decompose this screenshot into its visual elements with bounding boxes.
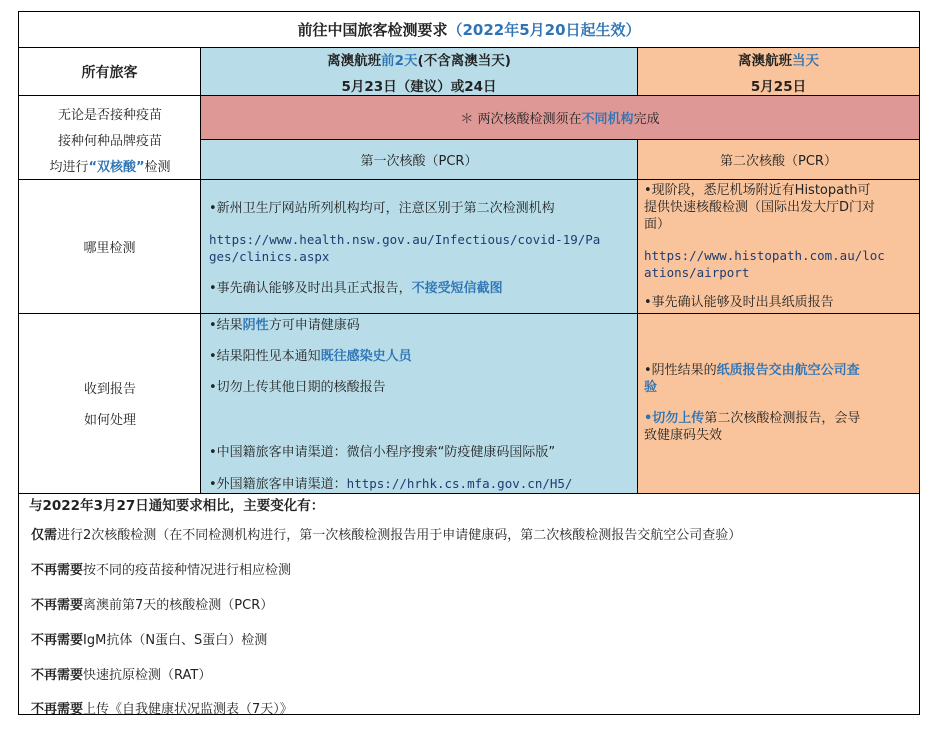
col1-highlight: 前2天 <box>381 52 418 69</box>
second-where-bullet1-line2: 提供快速核酸检测（国际出发大厅D门对 <box>644 200 876 215</box>
second-test-date: 5月25日 <box>750 78 807 95</box>
col1-prefix: 离澳航班 <box>327 52 382 69</box>
change-item <box>31 559 291 578</box>
where-label-cell <box>19 180 201 314</box>
requirements-table <box>18 11 920 715</box>
second-test-header <box>638 48 919 96</box>
b5-prefix: •外国籍旅客申请渠道： <box>209 477 347 492</box>
vaccine-note-line1: 无论是否接种疫苗 <box>57 108 162 123</box>
two-tests-prefix: ＊ 两次核酸检测须在 <box>460 112 582 127</box>
first-where-bullet2-prefix: •事先确认能够及时出具正式报告， <box>209 281 412 296</box>
changes-section <box>19 494 919 717</box>
col2-highlight: 当天 <box>792 52 819 69</box>
line3-suffix: 检测 <box>144 160 171 175</box>
second-test-type <box>638 140 919 180</box>
change-item-text: 上传《自我健康状况监测表（7天）》 <box>83 702 293 717</box>
vaccine-note-line2: 接种何种品牌疫苗 <box>57 134 162 149</box>
change-item-text: 进行2次核酸检测（在不同检测机构进行，第一次核酸检测报告用于申请健康码，第二次核酸检测报告交航空公司查验） <box>57 528 742 543</box>
second-where-bullet1-line3: 面） <box>644 217 671 232</box>
first-report-bullet4: •中国籍旅客申请渠道：微信小程序搜索“防疫健康码国际版” <box>209 445 556 460</box>
first-test-type <box>201 140 638 180</box>
mfa-health-code-link[interactable]: https://hrhk.cs.mfa.gov.cn/H5/ <box>346 476 573 491</box>
first-where-bullet1: •新州卫生厅网站所列机构均可，注意区别于第二次检测机构 <box>209 201 555 216</box>
second-test-report <box>638 314 919 494</box>
paper-report-highlight: 纸质报告交由航空公司查 <box>716 363 860 378</box>
first-report-bullet1 <box>209 317 360 334</box>
second-report-bullet1-line1 <box>644 362 860 379</box>
change-item-keyword: 仅需 <box>31 528 58 543</box>
change-item <box>31 664 211 683</box>
first-test-header <box>201 48 638 96</box>
change-item-text: 按不同的疫苗接种情况进行相应检测 <box>83 563 292 578</box>
report-label-line2: 如何处理 <box>83 413 136 428</box>
change-item-keyword: 不再需要 <box>31 563 84 578</box>
b1-suffix: 方可申请健康码 <box>268 318 360 333</box>
second-report-bullet1-line2: 验 <box>644 380 658 395</box>
no-sms-screenshot-highlight: 不接受短信截图 <box>411 281 503 296</box>
second-b2-suffix: 第二次核酸检测报告，会导 <box>704 411 861 426</box>
vaccine-note-cell <box>19 96 201 180</box>
second-test-type-label: 第二次核酸（PCR） <box>720 154 837 169</box>
first-report-bullet3: •切勿上传其他日期的核酸报告 <box>209 380 386 395</box>
negative-highlight: 阴性 <box>242 318 269 333</box>
second-b1-prefix: •阴性结果的 <box>644 363 717 378</box>
changes-heading: 与2022年3月27日通知要求相比，主要变化有： <box>29 498 325 514</box>
first-test-where <box>201 180 638 314</box>
report-label-line1: 收到报告 <box>83 382 136 397</box>
different-institutions-highlight: 不同机构 <box>581 112 634 127</box>
change-item-text: IgM抗体（N蛋白、S蛋白）检测 <box>83 633 268 648</box>
where-label: 哪里检测 <box>83 241 136 256</box>
two-tests-banner <box>201 96 919 140</box>
vaccine-note-line3 <box>19 156 201 175</box>
first-test-report <box>201 314 638 494</box>
first-where-bullet2 <box>209 280 503 297</box>
all-travelers-header <box>19 48 201 96</box>
first-test-type-label: 第一次核酸（PCR） <box>360 154 478 169</box>
change-item-keyword: 不再需要 <box>31 668 84 683</box>
histopath-link-line2[interactable]: ations/airport <box>644 265 750 280</box>
second-where-bullet2: •事先确认能够及时出具纸质报告 <box>644 295 834 310</box>
second-report-bullet2-line2: 致健康码失效 <box>644 428 723 443</box>
first-test-timing <box>327 49 511 69</box>
change-item-keyword: 不再需要 <box>31 633 84 648</box>
b2-prefix: •结果阳性见本通知 <box>209 349 321 364</box>
first-report-bullet5 <box>209 475 572 493</box>
title-main: 前往中国旅客检测要求 <box>297 21 448 39</box>
first-report-bullet2 <box>209 348 412 365</box>
change-item <box>31 629 267 648</box>
report-label-cell <box>19 314 201 494</box>
first-test-date: 5月23日（建议）或24日 <box>341 78 497 95</box>
change-item-keyword: 不再需要 <box>31 702 84 717</box>
histopath-link-line1[interactable]: https://www.histopath.com.au/loc <box>644 248 885 263</box>
two-tests-text <box>460 108 659 127</box>
nsw-health-link-line1[interactable]: https://www.health.nsw.gov.au/Infectious/covid-19/Pa <box>209 232 601 247</box>
prior-infection-highlight: 既往感染史人员 <box>320 349 412 364</box>
second-report-bullet2-line1 <box>644 410 860 427</box>
col1-suffix: (不含离澳当天) <box>417 52 511 69</box>
second-where-bullet1-line1: •现阶段，悉尼机场附近有Histopath可 <box>644 183 871 198</box>
change-item-keyword: 不再需要 <box>31 598 84 613</box>
title-effective-date: （2022年5月20日起生效） <box>447 21 641 39</box>
change-item-text: 离澳前第7天的核酸检测（PCR） <box>83 598 274 613</box>
two-tests-suffix: 完成 <box>633 112 660 127</box>
do-not-upload-highlight: •切勿上传 <box>644 411 705 426</box>
change-item <box>31 698 293 717</box>
col2-prefix: 离澳航班 <box>738 52 792 69</box>
change-item <box>31 594 273 613</box>
line3-prefix: 均进行 <box>49 160 89 175</box>
b1-prefix: •结果 <box>209 318 243 333</box>
second-test-where <box>638 180 919 314</box>
title-row <box>19 12 919 48</box>
nsw-health-link-line2[interactable]: ges/clinics.aspx <box>209 249 330 264</box>
change-item-text: 快速抗原检测（RAT） <box>83 668 212 683</box>
all-travelers-label: 所有旅客 <box>81 64 138 81</box>
page-title <box>297 19 640 40</box>
double-pcr-highlight: “双核酸” <box>88 160 145 175</box>
change-item <box>31 524 741 543</box>
second-test-timing <box>738 49 819 69</box>
